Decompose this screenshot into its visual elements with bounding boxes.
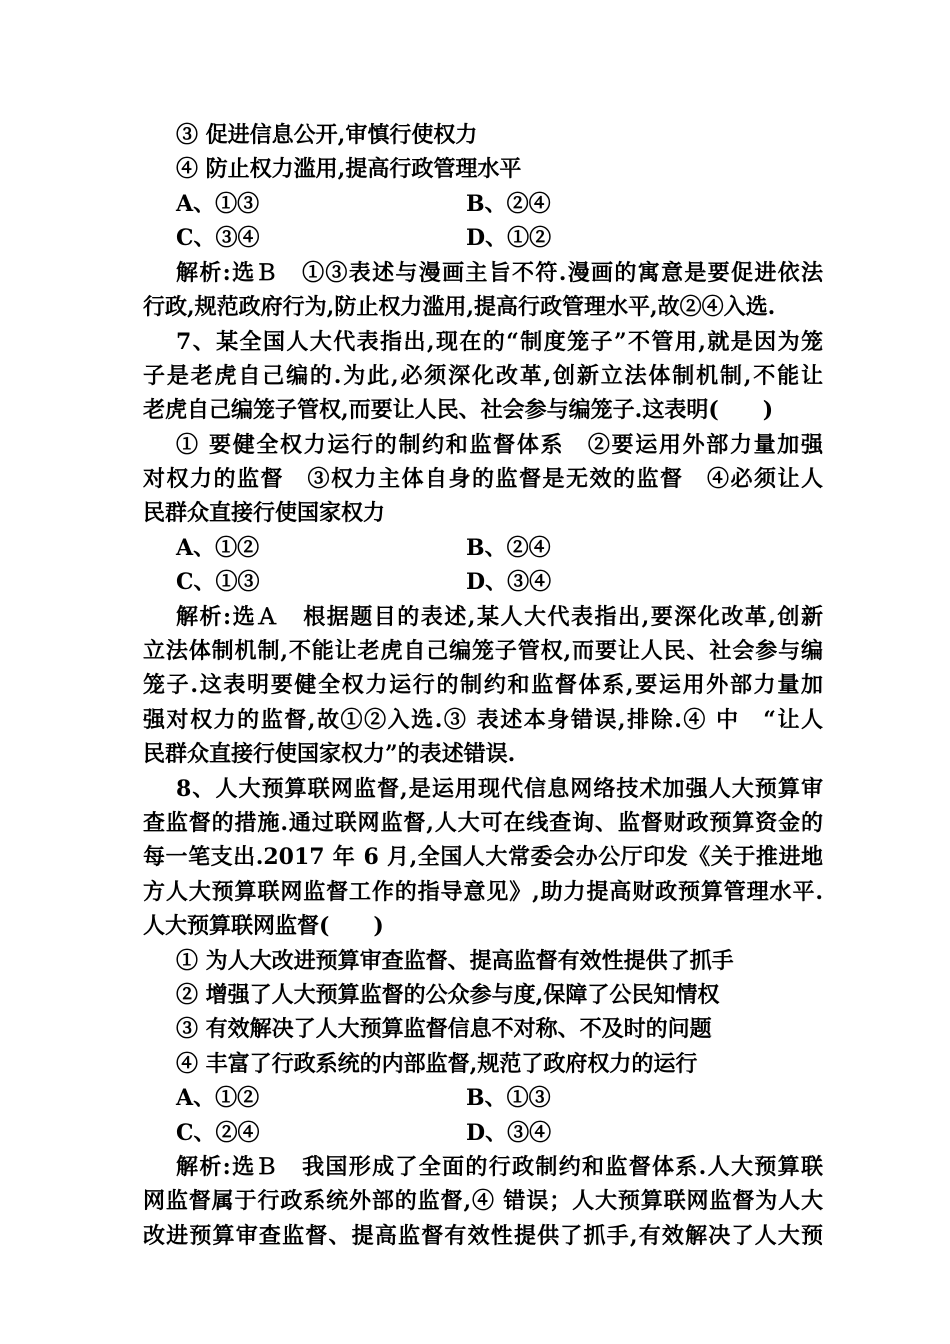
q7-analysis-line: 笼子.这表明要健全权力运行的制约和监督体系,要运用外部力量加 [143, 672, 823, 698]
q6-option-d: D、①② [466, 225, 552, 251]
q6-option-b: B、②④ [466, 191, 551, 217]
q8-stem-line: 人大预算联网监督( ) [143, 913, 384, 939]
q7-statements-line: 对权力的监督 ③权力主体自身的监督是无效的监督 ④必须让人 [143, 466, 823, 492]
q8-analysis-line: 解析:选Ｂ 我国形成了全面的行政制约和监督体系.人大预算联 [176, 1154, 823, 1180]
q8-options-row-2 [0, 1116, 950, 1150]
q6-statement-4: ④ 防止权力滥用,提高行政管理水平 [176, 156, 522, 182]
q7-analysis-line: 解析:选Ａ 根据题目的表述,某人大代表指出,要深化改革,创新 [176, 604, 823, 630]
q8-option-b: B、①③ [466, 1085, 551, 1111]
q8-stem-line: 查监督的措施.通过联网监督,人大可在线查询、监督财政预算资金的 [143, 810, 823, 836]
q7-option-a: A、①② [176, 535, 260, 561]
q8-statement-2: ② 增强了人大预算监督的公众参与度,保障了公民知情权 [176, 982, 720, 1008]
q8-analysis-line: 网监督属于行政系统外部的监督,④ 错误；人大预算联网监督为人大 [143, 1188, 823, 1214]
q8-option-d: D、③④ [466, 1120, 552, 1146]
q8-stem-line: 每一笔支出.2017 年 6 月,全国人大常委会办公厅印发《关于推进地 [143, 844, 823, 870]
q7-stem-line: 老虎自己编笼子管权,而要让人民、社会参与编笼子.这表明( ) [143, 397, 774, 423]
q7-stem-line: 7、某全国人大代表指出,现在的“制度笼子”不管用,就是因为笼 [176, 329, 823, 355]
q6-analysis-line: 解析:选Ｂ ①③表述与漫画主旨不符.漫画的寓意是要促进依法 [176, 260, 823, 286]
q6-analysis-line: 行政,规范政府行为,防止权力滥用,提高行政管理水平,故②④入选. [143, 294, 776, 320]
q6-options-row-1 [0, 187, 950, 221]
q8-analysis-line: 改进预算审查监督、提高监督有效性提供了抓手,有效解决了人大预 [143, 1223, 823, 1249]
q8-statement-4: ④ 丰富了行政系统的内部监督,规范了政府权力的运行 [176, 1051, 698, 1077]
q8-statement-1: ① 为人大改进预算审查监督、提高监督有效性提供了抓手 [176, 948, 734, 974]
q7-option-c: C、①③ [176, 569, 260, 595]
q6-options-row-2 [0, 221, 950, 255]
q8-statement-3: ③ 有效解决了人大预算监督信息不对称、不及时的问题 [176, 1016, 712, 1042]
q7-option-d: D、③④ [466, 569, 552, 595]
q6-option-a: A、①③ [176, 191, 260, 217]
q7-analysis-line: 立法体制机制,不能让老虎自己编笼子管权,而要让人民、社会参与编 [143, 638, 823, 664]
q8-stem-line: 方人大预算联网监督工作的指导意见》,助力提高财政预算管理水平. [143, 879, 823, 905]
q6-statement-3: ③ 促进信息公开,审慎行使权力 [176, 122, 478, 148]
q7-option-b: B、②④ [466, 535, 551, 561]
q8-option-a: A、①② [176, 1085, 260, 1111]
q7-options-row-1 [0, 531, 950, 565]
q8-options-row-1 [0, 1081, 950, 1115]
q7-options-row-2 [0, 565, 950, 599]
q8-stem-line: 8、人大预算联网监督,是运用现代信息网络技术加强人大预算审 [176, 776, 823, 802]
q7-analysis-line: 强对权力的监督,故①②入选.③ 表述本身错误,排除.④ 中 “让人 [143, 707, 823, 733]
q7-analysis-line: 民群众直接行使国家权力”的表述错误. [143, 741, 516, 767]
q6-option-c: C、③④ [176, 225, 260, 251]
q8-option-c: C、②④ [176, 1120, 260, 1146]
q7-stem-line: 子是老虎自己编的.为此,必须深化改革,创新立法体制机制,不能让 [143, 363, 823, 389]
q7-statements-line: 民群众直接行使国家权力 [143, 500, 386, 526]
q7-statements-line: ① 要健全权力运行的制约和监督体系 ②要运用外部力量加强 [176, 432, 823, 458]
